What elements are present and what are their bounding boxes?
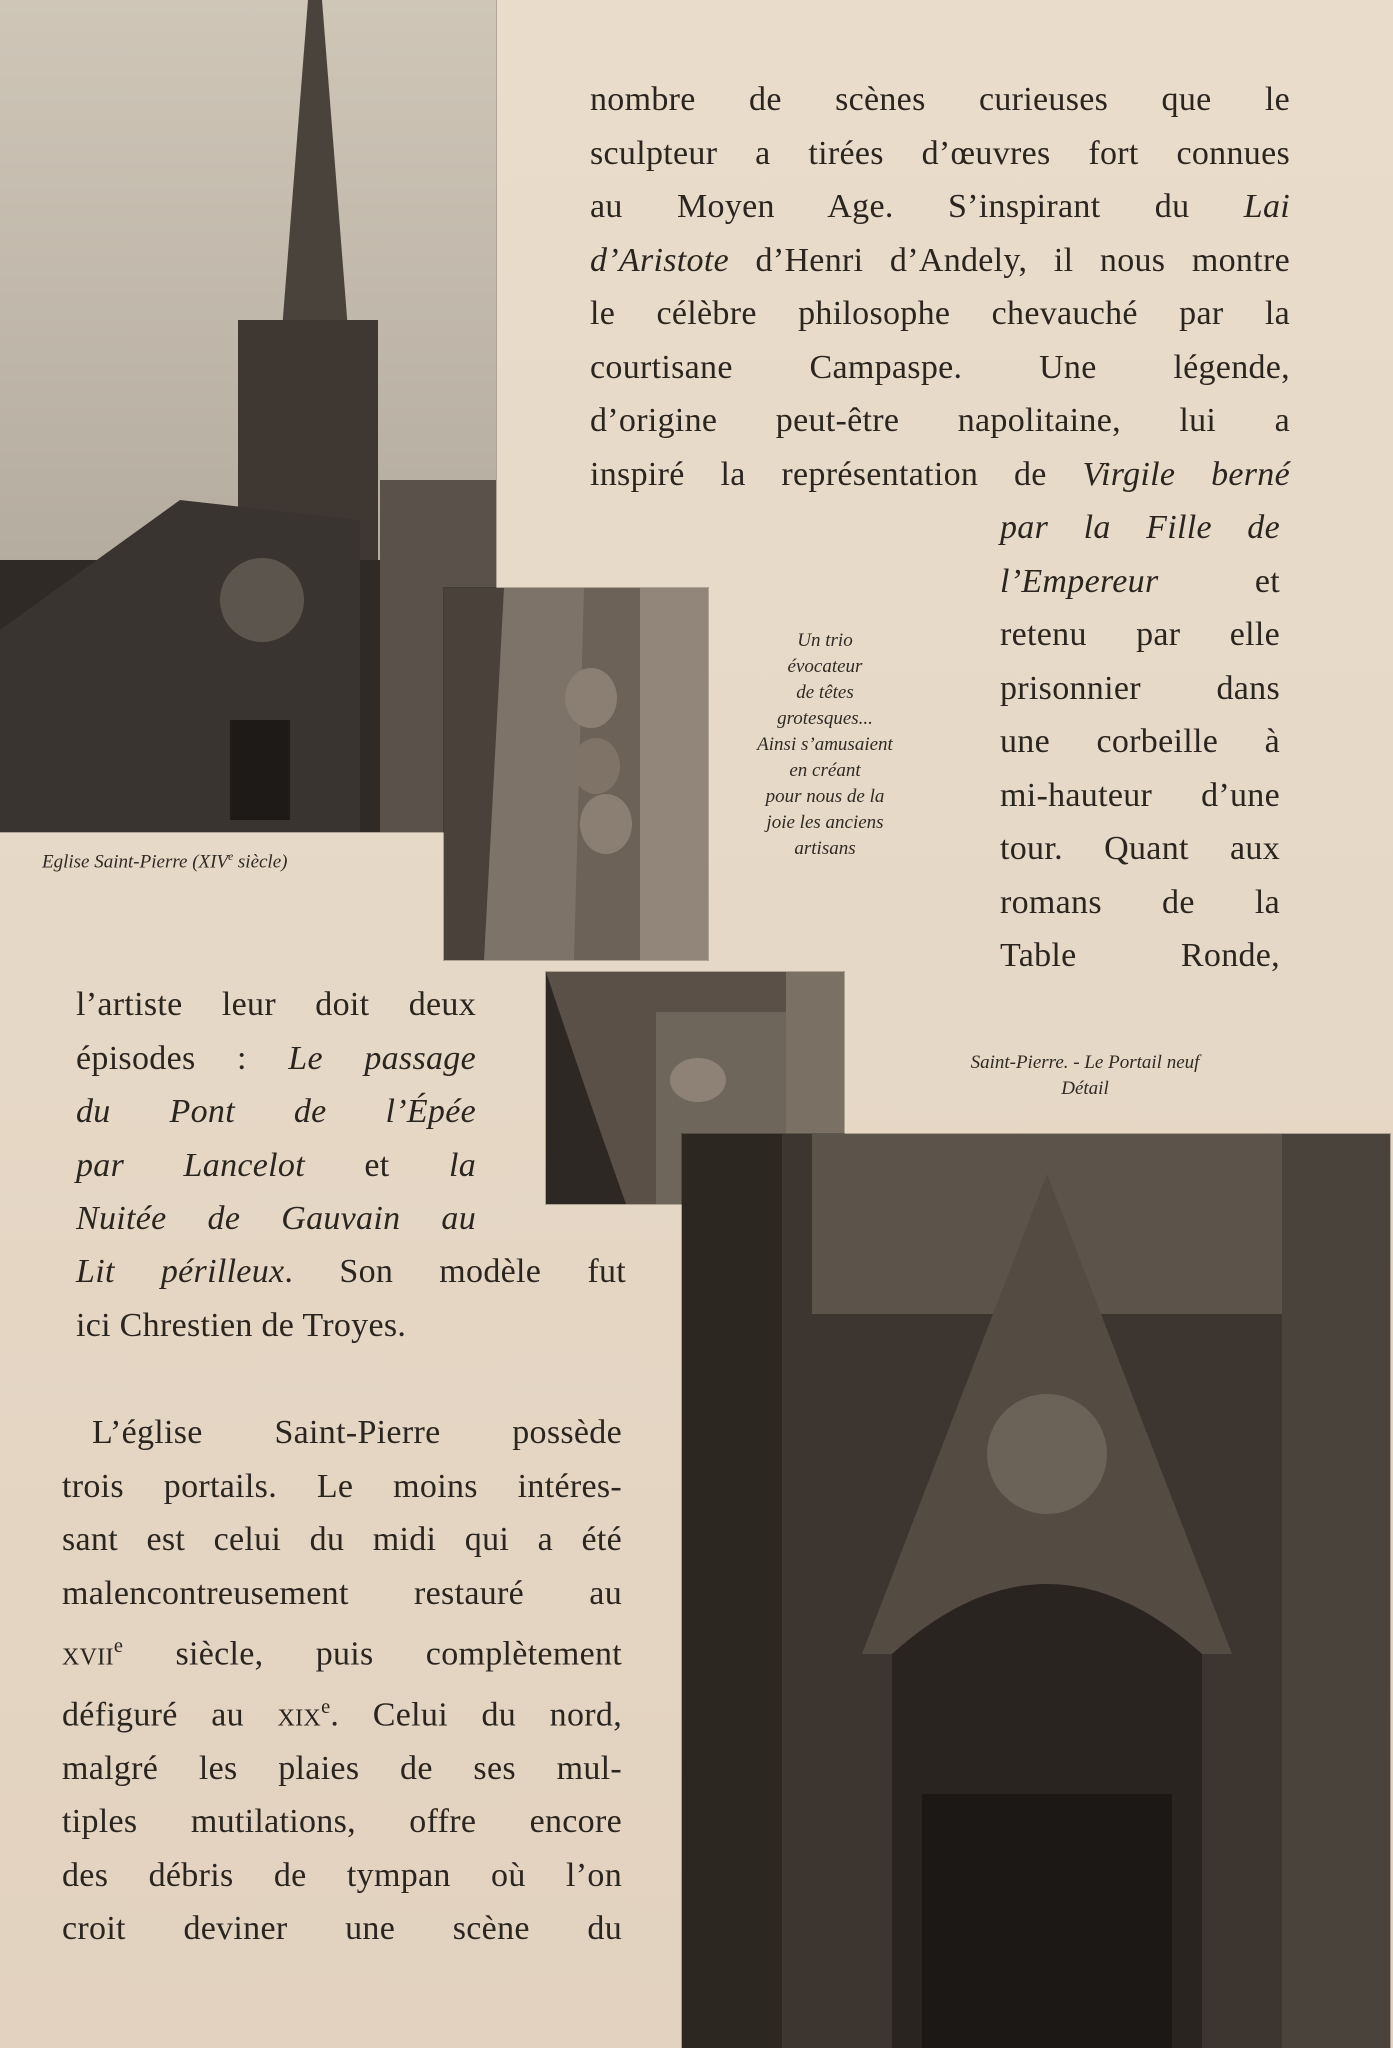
text-sup: e	[321, 1695, 331, 1718]
text-line: une corbeille à	[1000, 723, 1280, 760]
text-line-part: . Son modèle fut	[284, 1253, 627, 1290]
portal-caption	[920, 1050, 1250, 1102]
text-line-part: au Moyen Age. S’inspirant du	[590, 188, 1244, 225]
portal-photo	[682, 1134, 1390, 2048]
text-italic: d’Aristote	[590, 241, 729, 279]
text-line: l’artiste leur doit deux	[76, 986, 476, 1023]
trio-caption-line: en créant	[789, 760, 861, 781]
trio-caption-line: de têtes	[796, 682, 854, 703]
text-line-part: xix	[277, 1696, 322, 1734]
text-line: prisonnier dans	[1000, 669, 1280, 707]
text-line: courtisane Campaspe. Une légende,	[590, 348, 1290, 386]
text-line: du Pont de l’Épée	[76, 1093, 476, 1130]
trio-caption-line: grotesques...	[777, 708, 873, 729]
text-line-part: et	[1254, 562, 1280, 600]
church-caption	[42, 844, 287, 875]
text-line	[590, 180, 1290, 234]
trio-caption-line: pour nous de la	[765, 786, 885, 807]
text-sup: e	[113, 1635, 124, 1657]
church-caption-sup: e	[228, 851, 234, 863]
text-line: tour. Quant aux	[1000, 830, 1280, 867]
text-line: par la Fille de	[1000, 509, 1280, 546]
text-line: L’église Saint-Pierre possède	[92, 1414, 622, 1451]
text-line: Nuitée de Gauvain au	[76, 1200, 476, 1237]
text-line: romans de la	[1000, 883, 1280, 921]
text-line-part: . Celui du nord,	[330, 1696, 622, 1734]
text-line-part: inspiré la représentation de	[590, 455, 1083, 493]
left-text-block	[76, 978, 476, 1246]
text-line-part: défiguré au	[62, 1696, 278, 1734]
trio-caption-line: Un trio	[797, 630, 853, 651]
church-caption-end: siècle)	[233, 851, 288, 873]
trio-caption	[740, 628, 910, 862]
text-line: tiples mutilations, offre encore	[62, 1803, 622, 1841]
text-line	[590, 234, 1290, 288]
text-line: sculpteur a tirées d’œuvres fort connues	[590, 134, 1290, 172]
text-line	[76, 1245, 626, 1299]
text-line-part: et	[304, 1146, 449, 1184]
trio-caption-line: évocateur	[787, 656, 863, 677]
text-line	[62, 1681, 622, 1742]
church-caption-text: Eglise Saint-Pierre (XIV	[42, 851, 229, 873]
text-line-part: d’Henri d’Andely, il nous montre	[728, 241, 1290, 279]
text-line	[76, 1032, 476, 1086]
text-line: retenu par elle	[1000, 616, 1280, 653]
trio-caption-line: joie les anciens	[766, 812, 884, 833]
text-line: mi-hauteur d’une	[1000, 776, 1280, 814]
text-line: d’origine peut-être napolitaine, lui a	[590, 402, 1290, 439]
text-line: malencontreusement restauré au	[62, 1574, 622, 1612]
text-line: le célèbre philosophe chevauché par la	[590, 295, 1290, 332]
text-italic: la	[448, 1146, 476, 1184]
church-photo	[0, 0, 496, 832]
text-line	[62, 1620, 622, 1681]
text-italic: l’Empereur	[1000, 562, 1159, 600]
text-line: sant est celui du midi qui a été	[62, 1521, 622, 1558]
text-line-part: xvii	[62, 1635, 114, 1673]
text-line: ici Chrestien de Troyes.	[76, 1306, 407, 1344]
trio-caption-line: artisans	[794, 838, 856, 859]
text-italic: Lit périlleux	[76, 1253, 285, 1290]
portal-caption-line: Saint-Pierre. - Le Portail neuf	[970, 1052, 1200, 1073]
trio-caption-line: Ainsi s’amusaient	[757, 734, 893, 755]
left-text-block-wide	[76, 1245, 626, 1352]
text-line-part: épisodes :	[76, 1039, 289, 1077]
portal-caption-line: Détail	[1061, 1078, 1109, 1099]
text-line: Table Ronde,	[1000, 937, 1280, 974]
text-line: croit deviner une scène du	[62, 1910, 622, 1948]
text-line	[590, 448, 1290, 502]
text-line: des débris de tympan où l’on	[62, 1856, 622, 1894]
top-text-block	[590, 73, 1290, 501]
text-line: trois portails. Le moins intéres-	[62, 1467, 622, 1505]
text-italic: Lai	[1243, 188, 1290, 225]
text-line	[1000, 555, 1280, 609]
text-italic: Virgile berné	[1082, 455, 1290, 493]
text-line-part: siècle, puis complètement	[123, 1635, 622, 1673]
text-line: malgré les plaies de ses mul-	[62, 1749, 622, 1787]
paragraph-two	[62, 1406, 622, 1956]
text-italic: par Lancelot	[76, 1146, 305, 1184]
text-line	[76, 1139, 476, 1193]
text-italic: Le passage	[288, 1039, 476, 1077]
grotesque-heads-photo	[444, 588, 708, 960]
right-text-block	[1000, 501, 1280, 983]
text-line: nombre de scènes curieuses que le	[590, 81, 1290, 118]
